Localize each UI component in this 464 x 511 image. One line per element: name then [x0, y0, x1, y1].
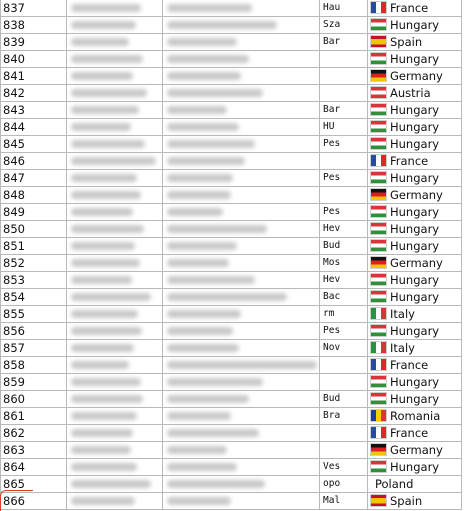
city-code-cell[interactable] — [320, 153, 368, 170]
name-cell-redacted[interactable] — [67, 153, 163, 170]
country-cell[interactable] — [368, 102, 462, 119]
city-code-cell[interactable] — [320, 425, 368, 442]
row-id-cell[interactable]: 859 — [0, 374, 67, 391]
row-id-cell[interactable]: 863 — [0, 442, 67, 459]
surname-cell-redacted[interactable] — [163, 153, 320, 170]
flag-hu-icon — [371, 138, 386, 149]
redacted-text — [167, 21, 277, 29]
country-label: France — [390, 358, 429, 372]
country-cell[interactable] — [368, 289, 462, 306]
row-id-cell[interactable]: 846 — [0, 153, 67, 170]
surname-cell-redacted[interactable] — [163, 391, 320, 408]
country-label: Hungary — [390, 120, 440, 134]
name-cell-redacted[interactable] — [67, 476, 163, 493]
country-label: Romania — [390, 409, 441, 423]
redacted-text — [167, 344, 239, 352]
redacted-text — [167, 72, 241, 80]
redacted-text — [167, 446, 227, 454]
country-cell[interactable] — [368, 51, 462, 68]
country-label: Hungary — [390, 375, 440, 389]
redacted-text — [167, 310, 241, 318]
flag-de-icon — [371, 257, 386, 268]
row-id-cell[interactable]: 845 — [0, 136, 67, 153]
table-row[interactable] — [0, 425, 464, 442]
redacted-text — [71, 259, 140, 267]
table-row[interactable] — [0, 170, 464, 187]
name-cell-redacted[interactable] — [67, 119, 163, 136]
redacted-text — [167, 208, 223, 216]
flag-hu-icon — [371, 53, 386, 64]
country-label: Spain — [390, 35, 423, 49]
table-row[interactable] — [0, 289, 464, 306]
country-label: Hungary — [390, 392, 440, 406]
row-id-cell[interactable]: 839 — [0, 34, 67, 51]
surname-cell-redacted[interactable] — [163, 119, 320, 136]
surname-cell-redacted[interactable] — [163, 272, 320, 289]
country-label: Hungary — [390, 52, 440, 66]
redacted-text — [71, 395, 143, 403]
name-cell-redacted[interactable] — [67, 17, 163, 34]
flag-de-icon — [371, 189, 386, 200]
table-row[interactable] — [0, 272, 464, 289]
table-row[interactable] — [0, 323, 464, 340]
redacted-text — [167, 191, 231, 199]
name-cell-redacted[interactable] — [67, 306, 163, 323]
name-cell-redacted[interactable] — [67, 85, 163, 102]
name-cell-redacted[interactable] — [67, 170, 163, 187]
country-label: Germany — [390, 256, 443, 270]
redacted-text — [167, 395, 249, 403]
redacted-text — [167, 38, 237, 46]
flag-de-icon — [371, 70, 386, 81]
redacted-text — [71, 361, 129, 369]
surname-cell-redacted[interactable] — [163, 442, 320, 459]
table-row[interactable] — [0, 459, 464, 476]
surname-cell-redacted[interactable] — [163, 238, 320, 255]
table-row[interactable] — [0, 51, 464, 68]
flag-at-icon — [371, 87, 386, 98]
surname-cell-redacted[interactable] — [163, 17, 320, 34]
name-cell-redacted[interactable] — [67, 187, 163, 204]
city-code-cell[interactable]: Mos — [320, 255, 368, 272]
redacted-text — [167, 276, 255, 284]
country-cell[interactable] — [368, 493, 462, 510]
flag-hu-icon — [371, 393, 386, 404]
surname-cell-redacted[interactable] — [163, 357, 320, 374]
row-id-cell[interactable]: 849 — [0, 204, 67, 221]
name-cell-redacted[interactable] — [67, 323, 163, 340]
row-id-cell[interactable]: 838 — [0, 17, 67, 34]
flag-ro-icon — [371, 410, 386, 421]
table-row[interactable] — [0, 68, 464, 85]
redacted-text — [167, 225, 267, 233]
flag-hu-icon — [371, 223, 386, 234]
table-row[interactable] — [0, 221, 464, 238]
city-code-cell[interactable]: Mal — [320, 493, 368, 510]
table-row[interactable] — [0, 204, 464, 221]
table-row[interactable] — [0, 476, 464, 493]
redacted-text — [167, 378, 263, 386]
redacted-text — [167, 4, 252, 12]
table-row[interactable] — [0, 187, 464, 204]
redacted-text — [167, 361, 317, 369]
city-code-cell[interactable] — [320, 85, 368, 102]
country-label: Hungary — [390, 222, 440, 236]
row-id-cell[interactable]: 841 — [0, 68, 67, 85]
name-cell-redacted[interactable] — [67, 255, 163, 272]
redacted-text — [167, 106, 227, 114]
city-code-cell[interactable]: rm — [320, 306, 368, 323]
name-cell-redacted[interactable] — [67, 459, 163, 476]
name-cell-redacted[interactable] — [67, 340, 163, 357]
country-label: Hungary — [390, 103, 440, 117]
redacted-text — [71, 480, 151, 488]
redacted-text — [71, 157, 156, 165]
country-cell[interactable] — [368, 68, 462, 85]
country-label: Poland — [375, 477, 414, 491]
city-code-cell[interactable]: Pes — [320, 323, 368, 340]
city-code-cell[interactable]: Pes — [320, 136, 368, 153]
name-cell-redacted[interactable] — [67, 34, 163, 51]
city-code-cell[interactable]: Nov — [320, 340, 368, 357]
row-id-cell[interactable]: 840 — [0, 51, 67, 68]
city-code-cell[interactable]: HU — [320, 119, 368, 136]
country-cell[interactable] — [368, 238, 462, 255]
redacted-text — [167, 157, 245, 165]
name-cell-redacted[interactable] — [67, 272, 163, 289]
name-cell-redacted[interactable] — [67, 204, 163, 221]
row-id-cell[interactable]: 848 — [0, 187, 67, 204]
redacted-text — [71, 378, 141, 386]
name-cell-redacted[interactable] — [67, 136, 163, 153]
table-row[interactable] — [0, 0, 464, 17]
country-label: Spain — [390, 494, 423, 508]
redacted-text — [167, 174, 233, 182]
name-cell-redacted[interactable] — [67, 425, 163, 442]
country-label: Hungary — [390, 171, 440, 185]
country-cell[interactable] — [368, 272, 462, 289]
row-id-cell[interactable]: 866 — [0, 493, 67, 510]
redacted-text — [167, 463, 237, 471]
surname-cell-redacted[interactable] — [163, 408, 320, 425]
flag-it-icon — [371, 308, 386, 319]
country-label: Germany — [390, 443, 443, 457]
flag-it-icon — [371, 342, 386, 353]
redacted-text — [71, 310, 138, 318]
flag-fr-icon — [371, 427, 386, 438]
surname-cell-redacted[interactable] — [163, 340, 320, 357]
row-id-cell[interactable]: 858 — [0, 357, 67, 374]
country-label: France — [390, 1, 429, 15]
name-cell-redacted[interactable] — [67, 238, 163, 255]
table-row[interactable] — [0, 255, 464, 272]
city-code-cell[interactable]: Bud — [320, 391, 368, 408]
surname-cell-redacted[interactable] — [163, 476, 320, 493]
country-cell[interactable] — [368, 425, 462, 442]
table-row[interactable] — [0, 391, 464, 408]
city-code-cell[interactable]: Sza — [320, 17, 368, 34]
flag-de-icon — [371, 444, 386, 455]
redacted-text — [71, 208, 133, 216]
country-cell[interactable] — [368, 204, 462, 221]
country-cell[interactable] — [368, 442, 462, 459]
redacted-text — [71, 412, 137, 420]
name-cell-redacted[interactable] — [67, 0, 163, 17]
flag-hu-icon — [371, 121, 386, 132]
name-cell-redacted[interactable] — [67, 102, 163, 119]
name-cell-redacted[interactable] — [67, 493, 163, 510]
surname-cell-redacted[interactable] — [163, 136, 320, 153]
city-code-cell[interactable]: Ves — [320, 459, 368, 476]
name-cell-redacted[interactable] — [67, 408, 163, 425]
redacted-text — [167, 242, 237, 250]
table-row[interactable] — [0, 238, 464, 255]
name-cell-redacted[interactable] — [67, 68, 163, 85]
redacted-text — [71, 174, 137, 182]
flag-es-icon — [371, 36, 386, 47]
row-id-cell[interactable]: 844 — [0, 119, 67, 136]
country-cell[interactable] — [368, 187, 462, 204]
redacted-text — [71, 429, 133, 437]
redacted-text — [71, 242, 135, 250]
country-label: Hungary — [390, 324, 440, 338]
redacted-text — [167, 140, 255, 148]
country-cell[interactable] — [368, 323, 462, 340]
surname-cell-redacted[interactable] — [163, 306, 320, 323]
country-cell[interactable] — [368, 374, 462, 391]
country-label: Austria — [390, 86, 431, 100]
country-label: Hungary — [390, 290, 440, 304]
surname-cell-redacted[interactable] — [163, 34, 320, 51]
surname-cell-redacted[interactable] — [163, 187, 320, 204]
redacted-text — [167, 429, 259, 437]
table-row[interactable] — [0, 153, 464, 170]
redacted-text — [71, 55, 143, 63]
table-row[interactable] — [0, 374, 464, 391]
redacted-text — [167, 327, 233, 335]
country-label: Germany — [390, 188, 443, 202]
city-code-cell[interactable]: Bar — [320, 34, 368, 51]
city-code-cell[interactable] — [320, 51, 368, 68]
row-id-cell[interactable]: 860 — [0, 391, 67, 408]
redacted-text — [71, 89, 147, 97]
row-id-cell[interactable]: 864 — [0, 459, 67, 476]
name-cell-redacted[interactable] — [67, 391, 163, 408]
row-id-cell[interactable]: 843 — [0, 102, 67, 119]
country-cell[interactable] — [368, 357, 462, 374]
redacted-text — [71, 446, 131, 454]
country-cell[interactable] — [368, 153, 462, 170]
surname-cell-redacted[interactable] — [163, 170, 320, 187]
redacted-text — [167, 259, 229, 267]
country-cell[interactable] — [368, 408, 462, 425]
redacted-text — [71, 463, 137, 471]
city-code-cell[interactable] — [320, 442, 368, 459]
flag-fr-icon — [371, 359, 386, 370]
row-id-cell[interactable]: 850 — [0, 221, 67, 238]
country-label: Hungary — [390, 137, 440, 151]
redacted-text — [167, 497, 231, 505]
redacted-text — [71, 72, 133, 80]
surname-cell-redacted[interactable] — [163, 85, 320, 102]
table-row[interactable] — [0, 493, 464, 510]
city-code-cell[interactable]: Hev — [320, 272, 368, 289]
country-cell[interactable] — [368, 306, 462, 323]
flag-hu-icon — [371, 206, 386, 217]
redacted-text — [167, 55, 249, 63]
city-code-cell[interactable]: Hev — [320, 221, 368, 238]
redacted-text — [71, 293, 151, 301]
city-code-cell[interactable]: Bra — [320, 408, 368, 425]
country-label: Hungary — [390, 460, 440, 474]
row-id-cell[interactable]: 856 — [0, 323, 67, 340]
row-id-cell[interactable]: 851 — [0, 238, 67, 255]
redacted-text — [167, 123, 239, 131]
table-row[interactable] — [0, 357, 464, 374]
table-row[interactable] — [0, 17, 464, 34]
city-code-cell[interactable] — [320, 357, 368, 374]
redacted-text — [71, 21, 136, 29]
city-code-cell[interactable]: Pes — [320, 170, 368, 187]
table-row[interactable] — [0, 85, 464, 102]
row-id-cell[interactable]: 852 — [0, 255, 67, 272]
row-id-cell[interactable]: 855 — [0, 306, 67, 323]
country-cell[interactable] — [368, 340, 462, 357]
city-code-cell[interactable]: Bac — [320, 289, 368, 306]
surname-cell-redacted[interactable] — [163, 221, 320, 238]
country-cell[interactable] — [368, 136, 462, 153]
row-id-cell[interactable]: 861 — [0, 408, 67, 425]
flag-hu-icon — [371, 19, 386, 30]
country-cell[interactable] — [368, 255, 462, 272]
row-id-cell[interactable]: 842 — [0, 85, 67, 102]
name-cell-redacted[interactable] — [67, 289, 163, 306]
country-cell[interactable] — [368, 34, 462, 51]
city-code-cell[interactable]: Hau — [320, 0, 368, 17]
city-code-cell[interactable] — [320, 187, 368, 204]
redacted-text — [71, 123, 131, 131]
table-row[interactable] — [0, 408, 464, 425]
name-cell-redacted[interactable] — [67, 221, 163, 238]
country-label: Italy — [390, 341, 415, 355]
row-id-cell[interactable]: 857 — [0, 340, 67, 357]
surname-cell-redacted[interactable] — [163, 374, 320, 391]
flag-hu-icon — [371, 274, 386, 285]
name-cell-redacted[interactable] — [67, 51, 163, 68]
table-row[interactable] — [0, 306, 464, 323]
flag-hu-icon — [371, 325, 386, 336]
flag-fr-icon — [371, 2, 386, 13]
country-label: France — [390, 426, 429, 440]
redacted-text — [167, 412, 231, 420]
redacted-text — [71, 344, 134, 352]
country-cell[interactable] — [368, 0, 462, 17]
city-code-cell[interactable]: Bud — [320, 238, 368, 255]
flag-es-icon — [371, 495, 386, 506]
surname-cell-redacted[interactable] — [163, 68, 320, 85]
surname-cell-redacted[interactable] — [163, 204, 320, 221]
table-row[interactable] — [0, 34, 464, 51]
country-cell[interactable] — [368, 119, 462, 136]
city-code-cell[interactable]: Pes — [320, 204, 368, 221]
table-row[interactable] — [0, 136, 464, 153]
table-row[interactable] — [0, 119, 464, 136]
city-code-cell[interactable]: opo — [320, 476, 368, 493]
table-row[interactable] — [0, 102, 464, 119]
surname-cell-redacted[interactable] — [163, 0, 320, 17]
country-cell[interactable] — [368, 476, 462, 493]
country-cell[interactable] — [368, 391, 462, 408]
country-cell[interactable] — [368, 221, 462, 238]
flag-hu-icon — [371, 104, 386, 115]
country-cell[interactable] — [368, 17, 462, 34]
redacted-text — [71, 497, 135, 505]
surname-cell-redacted[interactable] — [163, 459, 320, 476]
redacted-text — [71, 106, 139, 114]
surname-cell-redacted[interactable] — [163, 255, 320, 272]
flag-hu-icon — [371, 461, 386, 472]
surname-cell-redacted[interactable] — [163, 493, 320, 510]
surname-cell-redacted[interactable] — [163, 425, 320, 442]
redacted-text — [71, 191, 141, 199]
country-label: Hungary — [390, 239, 440, 253]
city-code-cell[interactable] — [320, 68, 368, 85]
country-label: France — [390, 154, 429, 168]
surname-cell-redacted[interactable] — [163, 289, 320, 306]
table-row[interactable] — [0, 340, 464, 357]
country-cell[interactable] — [368, 170, 462, 187]
redacted-text — [71, 140, 145, 148]
country-cell[interactable] — [368, 459, 462, 476]
country-label: Hungary — [390, 273, 440, 287]
surname-cell-redacted[interactable] — [163, 323, 320, 340]
country-cell[interactable] — [368, 85, 462, 102]
country-label: Germany — [390, 69, 443, 83]
row-id-cell[interactable]: 853 — [0, 272, 67, 289]
redacted-text — [71, 38, 129, 46]
surname-cell-redacted[interactable] — [163, 102, 320, 119]
row-id-cell[interactable]: 847 — [0, 170, 67, 187]
row-id-cell[interactable]: 854 — [0, 289, 67, 306]
flag-hu-icon — [371, 291, 386, 302]
table-row[interactable] — [0, 442, 464, 459]
row-id-cell[interactable]: 837 — [0, 0, 67, 17]
redacted-text — [71, 327, 142, 335]
redacted-text — [167, 293, 287, 301]
country-label: Italy — [390, 307, 415, 321]
flag-fr-icon — [371, 155, 386, 166]
city-code-cell[interactable] — [320, 374, 368, 391]
redacted-text — [71, 4, 141, 12]
redacted-text — [167, 89, 263, 97]
city-code-cell[interactable]: Bar — [320, 102, 368, 119]
name-cell-redacted[interactable] — [67, 357, 163, 374]
redacted-text — [167, 480, 265, 488]
row-id-cell[interactable]: 862 — [0, 425, 67, 442]
flag-hu-icon — [371, 240, 386, 251]
country-label: Hungary — [390, 18, 440, 32]
flag-hu-icon — [371, 376, 386, 387]
redacted-text — [71, 225, 144, 233]
redacted-text — [71, 276, 132, 284]
surname-cell-redacted[interactable] — [163, 51, 320, 68]
flag-hu-icon — [371, 172, 386, 183]
country-label: Hungary — [390, 205, 440, 219]
row-id-cell[interactable]: 865 — [0, 476, 67, 493]
name-cell-redacted[interactable] — [67, 374, 163, 391]
name-cell-redacted[interactable] — [67, 442, 163, 459]
